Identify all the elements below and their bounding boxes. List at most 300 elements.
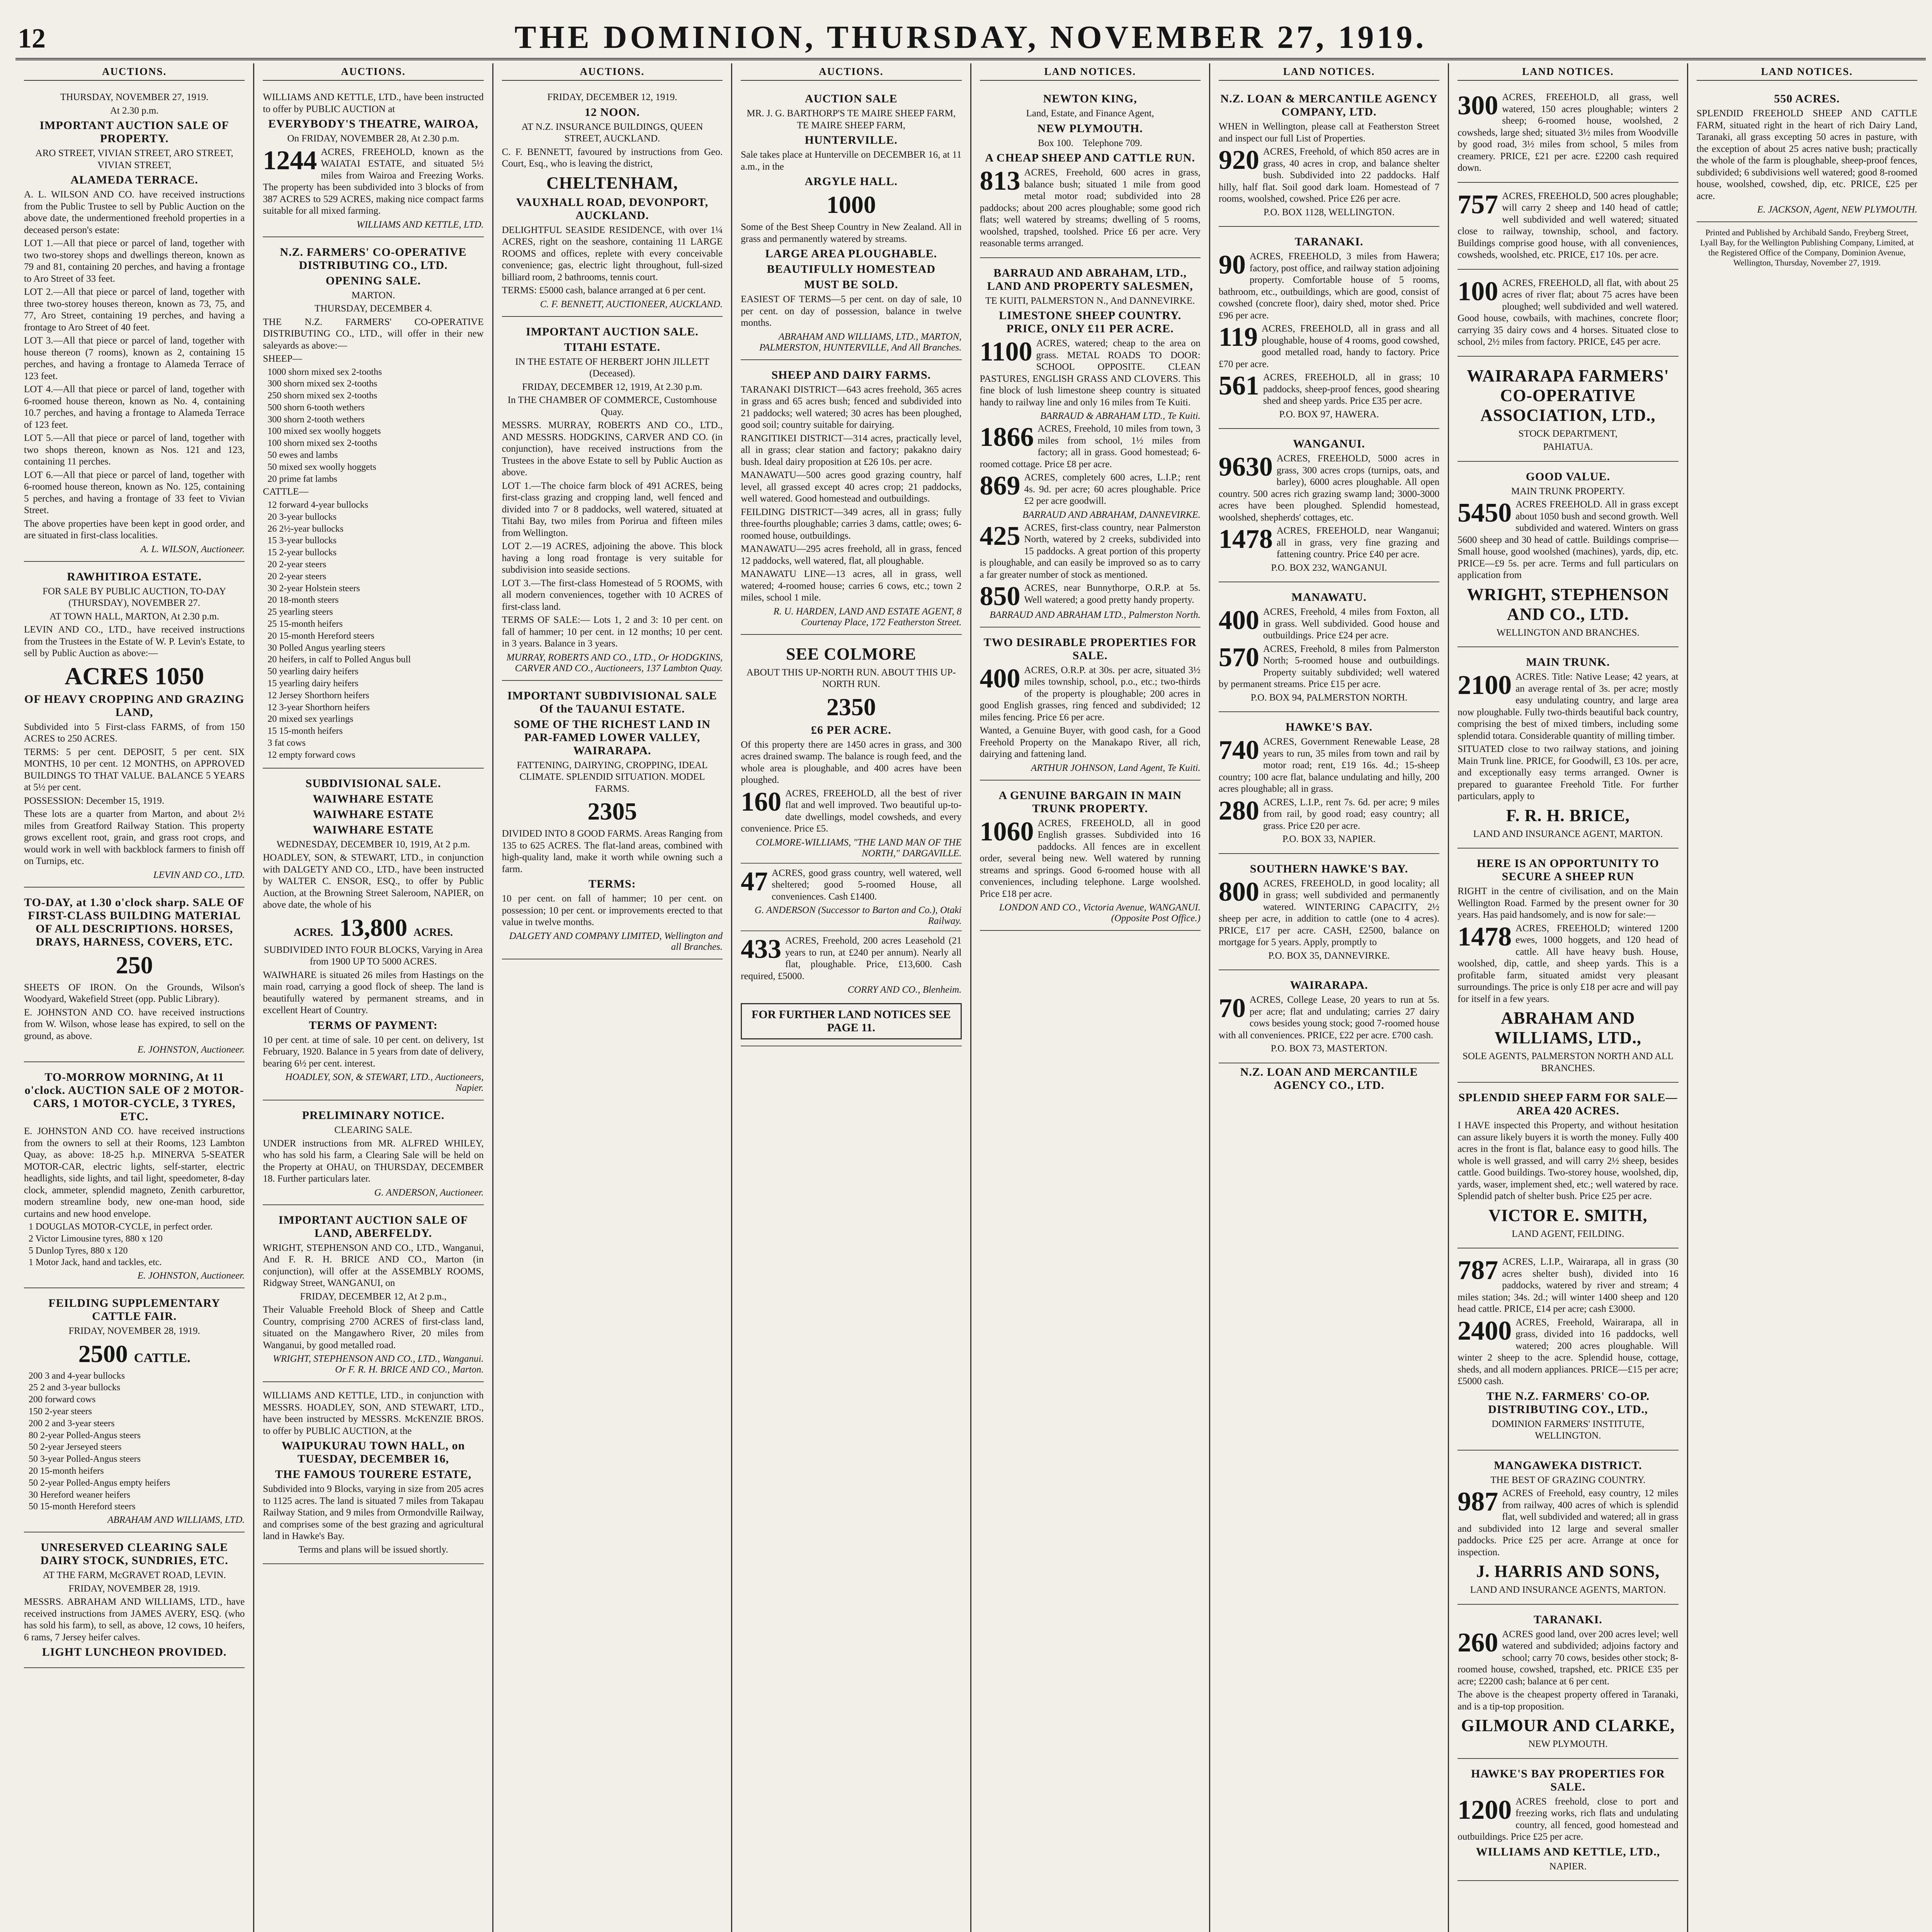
box-number: P.O. BOX 33, [1282, 834, 1336, 844]
ad-newton-king [980, 86, 1201, 258]
ad-time: 12 NOON. [584, 105, 640, 119]
region-heading: MANAWATU. [1291, 591, 1367, 604]
company-place: PAHIATUA. [1543, 442, 1593, 452]
ad-body: I HAVE inspected this Property, and without hesitation can assure likely buyers it is worth the money. Fully 400 acres in the front is flat, balance easy to good hills. The whole is well grassed, and will carry 2½ sheep, besides cattle. Good buildings. Two-storey house, woolshed, dip, yards, waser, implement shed, etc.; well watered by race. Splendid patch of shelter bush. Price £25 per acre. [1458, 1120, 1679, 1201]
ad-signature: LEVIN AND CO., LTD. [153, 869, 245, 880]
ad-cheltenham [502, 86, 723, 317]
ad-text: ACRES, FREEHOLD; wintered 1200 ewes, 1000 hoggets, and 120 head of cattle. All have heavy bush. House, woolshed, dip, cattle, and sheep yards. This is a profitable farm, situated amidst very pleasant surroundings. The price is only £18 per acre and will pay for itself in a few years. [1458, 923, 1679, 1004]
ad-body: C. F. BENNETT, favoured by instructions from Geo. Court, Esq., who is leaving the district, [502, 146, 723, 169]
ad-main-trunk [1458, 650, 1678, 849]
column-4 [732, 63, 971, 1932]
list-item: 200 3 and 4-year bullocks [29, 1371, 125, 1381]
ad-date: THURSDAY, NOVEMBER 27, 1919. [60, 92, 209, 102]
acres-value: 47 [741, 866, 768, 896]
ad-body: E. JOHNSTON AND CO. have received instructions from the owners to sell at their Rooms, 123 Lambton Quay, as above: 18-25 h.p. MINERVA 5-SEATER MOTOR-CAR, electric lights, self-starter, electric headlights, side lights, and tail light, speedometer, 8-day clock, ammeter, splendid magneto, Zenith carburettor, modern streamline body, new one-man hood, side curtains and new hood envelope. [24, 1126, 245, 1219]
ad-text: Wanted, a Genuine Buyer, with good cash, for a Good Freehold Property on the Manakapo River, all rich, dairying and fattening land. [980, 725, 1201, 759]
ad-hawkes-bay-properties [1458, 1761, 1678, 1881]
ad-aberfeldy-land [263, 1208, 483, 1383]
ad-signature: ABRAHAM AND WILLIAMS, LTD., MARTON, PALMERSTON, HUNTERVILLE, And All Branches. [759, 331, 962, 353]
newspaper-title: THE DOMINION, THURSDAY, NOVEMBER 27, 1919. [514, 19, 1427, 55]
farm-listing: MANAWATU LINE—13 acres, all in grass, well watered; 4-roomed house; carries 6 cows, etc.; town 2 miles, school 1 mile. [741, 569, 962, 603]
list-item: 15 15-month heifers [267, 726, 343, 736]
ad-main-trunk-bargain [980, 783, 1201, 931]
list-item: 50 15-month Hereford steers [29, 1502, 136, 1512]
region-heading: WAIRARAPA. [1290, 979, 1368, 992]
po-box [1219, 692, 1439, 704]
ad-place: AT N.Z. INSURANCE BUILDINGS, QUEEN STREET, AUCKLAND. [521, 121, 703, 144]
ad-subhead: TITAHI ESTATE. [564, 340, 660, 354]
ad-text: ACRES, FREEHOLD, all grass, well watered, 150 acres ploughable; winters 2 sheep; 6-roomed house, woolshed, 2 cowsheds, large shed; situated 3½ miles from Woodville by good road, 3½ miles from school, 5 miles from creamery. PRICE, £21 per acre. £2200 cash required down. [1458, 92, 1679, 173]
ad-te-maire-sheep-farm [741, 86, 961, 360]
acres-value: 90 [1218, 250, 1246, 280]
box-place: MASTERTON. [1327, 1043, 1388, 1054]
box-number: P.O. BOX 1128, [1263, 207, 1327, 218]
ad-date: On FRIDAY, NOVEMBER 28, At 2.30 p.m. [287, 133, 459, 144]
ad-signature-sub: LAND AND INSURANCE AGENT, MARTON. [1473, 828, 1663, 839]
column-6 [1210, 63, 1449, 1932]
ad-headline: UNRESERVED CLEARING SALE DAIRY STOCK, SUNDRIES, ETC. [40, 1541, 228, 1567]
ad-signature: E. JOHNSTON, Auctioneer. [137, 1044, 245, 1055]
acres-value: 2100 [1458, 670, 1512, 700]
ad-headline: SUBDIVISIONAL SALE. [305, 777, 441, 790]
ad-headline: IMPORTANT AUCTION SALE OF LAND, ABERFELDY. [278, 1213, 468, 1240]
list-item: 20 mixed sex yearlings [267, 714, 354, 724]
further-notices-box: FOR FURTHER LAND NOTICES SEE PAGE 11. [741, 1003, 961, 1039]
column-heading: LAND NOTICES. [1219, 66, 1439, 81]
ad-text: ACRES, FREEHOLD, all flat, with about 25 acres of river flat; about 75 acres have been ploughed; well subdivided and well watered. Good house, cowbails, with machines, concrete floor; carrying 35 dairy cows and 4 horses. Situated close to school, 2½ miles from factory. PRICE, £45 per acre. [1458, 277, 1679, 347]
column-5 [971, 63, 1210, 1932]
list-item: 150 2-year steers [29, 1406, 92, 1417]
price: £6 PER ACRE. [811, 723, 891, 736]
list-item: 15 yearling dairy heifers [267, 678, 359, 689]
ad-signature: HOADLEY, SON, & STEWART, LTD., Auctioneers, Napier. [285, 1072, 484, 1093]
ad-headline: HERE IS AN OPPORTUNITY TO SECURE A SHEEP RUN [1477, 857, 1659, 883]
ad-building-material [24, 890, 245, 1063]
ad-signature: GILMOUR AND CLARKE, [1461, 1716, 1675, 1735]
ad-tourere-estate [263, 1384, 483, 1564]
list-item: 20 15-month heifers [29, 1466, 104, 1476]
ad-mangaweka [1458, 1453, 1678, 1605]
acres-value: 800 [1218, 877, 1259, 907]
ad-signature: G. ANDERSON (Successor to Barton and Co.), Otaki Railway. [754, 905, 962, 926]
ad-signature-sub: SOLE AGENTS, PALMERSTON NORTH AND ALL BRANCHES. [1463, 1051, 1673, 1073]
acres-value: 1478 [1458, 922, 1512, 952]
agent-place: TE KUITI, PALMERSTON N., And DANNEVIRKE. [985, 295, 1195, 306]
ad-subhead: MAIN TRUNK PROPERTY. [1511, 486, 1625, 497]
ad-subhead: BEAUTIFULLY HOMESTEAD [767, 263, 935, 276]
ad-waiwhare-estate [263, 771, 483, 1101]
po-box [1219, 207, 1439, 219]
list-item: 15 2-year bullocks [267, 548, 337, 558]
column-7 [1449, 63, 1688, 1932]
ad-text: ACRES, FREEHOLD, 5000 acres in grass, 300 acres crops (turnips, oats, and barley), 6000 acres ploughable. All open country. 500 acres rich grazing swamp land; 3000-3000 acres have been ploughed. Splendid homestead, woolshed, shepherds' cottages, etc. [1218, 453, 1440, 523]
ad-acres [263, 913, 483, 942]
list-item: 20 15-month Hereford steers [267, 631, 374, 641]
ad-headline: N.Z. FARMERS' CO-OPERATIVE DISTRIBUTING CO., LTD. [280, 245, 467, 272]
ad-signature: A. L. WILSON, Auctioneer. [140, 544, 245, 554]
acres-value: 850 [980, 582, 1020, 611]
acres-value: 5450 [1458, 498, 1512, 528]
ad-signature-sub: NAPIER. [1549, 1861, 1587, 1872]
ad-signature: COLMORE-WILLIAMS, "THE LAND MAN OF THE NORTH," DARGAVILLE. [755, 837, 962, 859]
ad-text: SITUATED close to two railway stations, and joining Main Trunk line. PRICE, for Goodwill, £3 10s. per acre, and exceptionally easy terms arranged. Owner is prepared to guarantee Freehold Title. For further particulars, apply to [1458, 744, 1679, 801]
ad-titahi-estate [502, 319, 723, 681]
list-item: 20 2-year steers [267, 559, 327, 570]
ad-body: SHEETS OF IRON. On the Grounds, Wilson's Woodyard, Wakefield Street (opp. Public Library). [24, 982, 245, 1004]
ad-text: ACRES, Freehold, 8 miles from Palmerston North; 5-roomed house and outbuildings. Property suitably subdivided; well watered by permanent streams. Price £15 per acre. [1218, 643, 1440, 689]
ad-subhead: SUBDIVIDED INTO FOUR BLOCKS, Varying in Area from 1900 UP TO 5000 ACRES. [264, 944, 483, 967]
po-box [1219, 833, 1439, 845]
ad-place: AT TOWN HALL, MARTON, At 2.30 p.m. [49, 611, 219, 622]
lot-item: LOT 2.—19 ACRES, adjoining the above. This block having a long road frontage is very suitable for subdivision into seaside sections. [502, 541, 723, 575]
ad-subhead: FOR SALE BY PUBLIC AUCTION, TO-DAY (THURSDAY), NOVEMBER 27. [43, 586, 226, 608]
ad-signature: ARTHUR JOHNSON, Land Agent, Te Kuiti. [1031, 762, 1201, 773]
acres-value: 13,800 [339, 913, 408, 941]
telephone: Telephone 709. [1083, 138, 1143, 148]
ad-date: FRIDAY, DECEMBER 12, At 2 p.m., [300, 1291, 447, 1302]
list-item: 26 2½-year bullocks [267, 524, 344, 534]
terms-label: TERMS OF PAYMENT: [309, 1019, 438, 1032]
po-box [1219, 409, 1439, 421]
ad-subhead: FATTENING, DAIRYING, CROPPING, IDEAL CLIMATE. SPLENDID SITUATION. MODEL FARMS. [517, 760, 708, 794]
ad-signature: WRIGHT, STEPHENSON AND CO., LTD., Wanganui. Or F. R. H. BRICE AND CO., Marton. [273, 1354, 484, 1375]
list-item: 5 Dunlop Tyres, 880 x 120 [29, 1245, 128, 1256]
ad-wairarapa [1219, 973, 1439, 1063]
ad-body: WILLIAMS AND KETTLE, LTD., have been instructed to offer by PUBLIC AUCTION at [263, 92, 484, 114]
ad-headline: TO-MORROW MORNING, At 11 o'clock. AUCTION SALE OF 2 MOTOR-CARS, 1 MOTOR-CYCLE, 3 TYRES, ETC. [24, 1071, 244, 1123]
ad-signature: G. ANDERSON, Auctioneer. [374, 1187, 484, 1198]
ad-headline: AUCTION SALE [805, 92, 898, 105]
ad-signature: ABRAHAM AND WILLIAMS, LTD., [1494, 1009, 1642, 1047]
ad-body: WHEN in Wellington, please call at Featherston Street and inspect our full List of Properties. [1218, 121, 1440, 144]
ad-text: Some of the Best Sheep Country in New Zealand. All in grass and permanently watered by streams. [741, 222, 962, 244]
ad-streets: ARO STREET, VIVIAN STREET, ARO STREET, VIVIAN STREET, [35, 148, 233, 170]
ad-headline: N.Z. LOAN & MERCANTILE AGENCY COMPANY, LTD. [1220, 92, 1438, 118]
ad-signature: ABRAHAM AND WILLIAMS, LTD. [107, 1515, 245, 1526]
ad-see-colmore [741, 637, 961, 1047]
ad-headline: MAIN TRUNK. [1526, 656, 1610, 668]
ad-headline: GOOD VALUE. [1526, 470, 1611, 483]
ad-text: Their Valuable Freehold Block of Sheep and Cattle Country, comprising 2700 ACRES of first-class land, situated on the Mangawhero River, 20 miles from Wanganui, by good metalled road. [263, 1304, 484, 1350]
acres-value: 2305 [587, 798, 637, 825]
ad-splendid-sheep-farm [1458, 1085, 1678, 1248]
column-2 [254, 63, 493, 1932]
ad-body: A. L. WILSON AND CO. have received instructions from the Public Trustee to sell by Public Auction on the above date, the undermentioned freehold properties in a deceased person's estate: [24, 189, 245, 235]
ad-farmers-coop-wairarapa [1458, 1251, 1678, 1451]
estate-name: THE FAMOUS TOURERE ESTATE, [275, 1468, 472, 1481]
ad-place: HUNTERVILLE. [804, 134, 898, 146]
acres-value: 400 [980, 663, 1020, 694]
ad-text: DIVIDED INTO 8 GOOD FARMS. Areas Ranging from 135 to 625 ACRES. The flat-land areas, combined with high-quality land, make it worth while owning such a farm. [502, 828, 723, 874]
lot-item: LOT 3.—The first-class Homestead of 5 ROOMS, with all modern conveniences, together with 10 ACRES of first-class land. [502, 578, 723, 612]
po-box: Box 100. [1038, 138, 1073, 148]
agent-name: NEWTON KING, [1043, 92, 1137, 105]
ad-waiatai-estate [263, 86, 483, 237]
ad-headline: RAWHITIROA ESTATE. [67, 570, 202, 583]
acres-value: 100 [1458, 276, 1498, 306]
ad-possession: POSSESSION: December 15, 1919. [24, 795, 165, 806]
ad-signature-sub: LAND AGENT, FEILDING. [1512, 1228, 1624, 1239]
lot-item: LOT 2.—All that piece or parcel of land, together with three two-storey houses thereon, known as 73, 75, and 77, Aro Street, containing 19 perches, and having a frontage to Aro Street of 40 feet. [24, 287, 245, 333]
ad-number: 250 [116, 951, 153, 979]
list-item: 100 shorn mixed sex 2-tooths [267, 438, 378, 449]
acres-value: 869 [980, 471, 1020, 501]
ad-date: FRIDAY, NOVEMBER 28, 1919. [68, 1326, 200, 1337]
ad-place: WAIPUKURAU TOWN HALL, on TUESDAY, DECEMBER 16, [281, 1439, 465, 1465]
list-item: 200 2 and 3-year steers [29, 1418, 115, 1429]
ad-text: ACRES, FREEHOLD, near Wanganui; all in grass, very fine grazing and fattening country. Price £40 per acre. [1276, 526, 1440, 560]
acres-value: 1478 [1218, 524, 1273, 554]
acres-value: 1200 [1458, 1795, 1512, 1825]
ad-text: ACRES, FREEHOLD, 3 miles from Hawera; factory, post office, and railway station adjoining property. Comfortable house of 5 rooms, bathroom, etc., outbuildings, which are good, consist of cowshed (concrete floor), dairy shed, motor shed. Price £96 per acre. [1218, 251, 1440, 321]
ad-signature: J. HARRIS AND SONS, [1476, 1562, 1660, 1581]
ad-clearing-sale [24, 1535, 245, 1668]
list-item: 500 shorn 6-tooth wethers [267, 402, 365, 413]
property-name: CHELTENHAM, [546, 173, 678, 192]
box-number: P.O. BOX 35, [1268, 950, 1322, 961]
ad-subhead: THE BEST OF GRAZING COUNTRY. [1490, 1475, 1646, 1485]
acres-value: 9630 [1218, 452, 1273, 482]
ad-signature: BARRAUD AND ABRAHAM LTD., Palmerston North. [990, 609, 1201, 620]
list-item: 200 forward cows [29, 1395, 96, 1405]
ad-subhead: MR. J. G. BARTHORP'S TE MAIRE SHEEP FARM, TE MAIRE SHEEP FARM, [747, 108, 956, 131]
column-heading: AUCTIONS. [263, 66, 483, 81]
ad-body: RIGHT in the centre of civilisation, and on the Main Wellington Road. Farmed by the present owner for 30 years. Has paid handsomely, and is now for sale:— [1458, 886, 1679, 920]
ad-text: ACRES good land, over 200 acres level; well watered and subdivided; adjoins factory and school; carry 70 cows, besides other stock; 8-roomed house, cowshed, trapshed, etc. PRICE £35 per acre; £2200 cash; balance at 6 per cent. [1458, 1629, 1679, 1687]
ad-terms: TERMS OF SALE:— Lots 1, 2 and 3: 10 per cent. on fall of hammer; 10 per cent. in 12 months; 10 per cent. in 3 years. Balance in 3 years. [502, 615, 723, 649]
ad-text: ACRES, FREEHOLD, all the best of river flat and well improved. Two beautiful up-to-date dwellings, model cowsheds, and every convenience. Price £5. [741, 788, 962, 834]
list-item: 12 empty forward cows [267, 750, 355, 760]
ad-rawhitiroa-estate [24, 564, 245, 888]
ad-headline: HAWKE'S BAY PROPERTIES FOR SALE. [1471, 1767, 1665, 1793]
ad-terms: EASIEST OF TERMS—5 per cent. on day of sale, 10 per cent. on day of possession, balance in twelve months. [741, 294, 962, 328]
list-item: 50 2-year Polled-Angus empty heifers [29, 1478, 170, 1488]
box-number: P.O. BOX 232, [1271, 562, 1330, 573]
list-item: 50 mixed sex woolly hoggets [267, 462, 376, 472]
box-place: HAWERA. [1335, 409, 1379, 420]
ad-text: ACRES, L.I.P., rent 7s. 6d. per acre; 9 miles from rail, by good road; easy country; all grass. Price £20 per acre. [1263, 797, 1440, 831]
acres-value: 433 [741, 934, 782, 964]
po-box [1219, 950, 1439, 962]
acres-value: 920 [1218, 145, 1259, 175]
ad-place: In THE CHAMBER OF COMMERCE, Customhouse Quay. [507, 395, 717, 417]
ad-signature: E. JACKSON, Agent, NEW PLYMOUTH. [1757, 204, 1917, 215]
estate-name: WAIWHARE ESTATE [313, 808, 434, 821]
ad-signature: C. F. BENNETT, AUCTIONEER, AUCKLAND. [540, 299, 723, 310]
page-number: 12 [18, 23, 46, 54]
property-road: VAUXHALL ROAD, DEVONPORT, AUCKLAND. [516, 196, 709, 222]
list-item: 1 Motor Jack, hand and tackles, etc. [29, 1257, 162, 1268]
list-item: 15 3-year bullocks [267, 536, 337, 546]
ad-300-acres [1458, 86, 1678, 183]
ad-footnote: Terms and plans will be issued shortly. [298, 1544, 448, 1555]
ad-text: ACRES of Freehold, easy country, 12 miles from railway, 400 acres of which is splendid flat, well subdivided and watered; all in grass and subdivided into 12 large and several smaller paddocks. Price £25 per acre. Arrange at once for inspection. [1458, 1488, 1679, 1558]
list-item: 100 mixed sex woolly hoggets [267, 426, 381, 437]
acres-label: ACRES. [413, 926, 453, 939]
acres-value: 813 [980, 166, 1020, 196]
ad-headline: MANGAWEKA DISTRICT. [1494, 1459, 1642, 1472]
ad-text: ACRES, L.I.P., Wairarapa, all in grass (30 acres shelter bush), divided into 16 paddocks, watered by river and stream; 4 miles station; 34s. 2d.; will winter 1400 sheep and 120 head cattle. PRICE, £14 per acre; cash £3000. [1458, 1257, 1679, 1314]
ad-date: FRIDAY, DECEMBER 12, 1919, At 2.30 p.m. [522, 381, 702, 392]
ad-headline: A GENUINE BARGAIN IN MAIN TRUNK PROPERTY. [998, 789, 1182, 815]
farm-listing: FEILDING DISTRICT—349 acres, all in grass; fully three-fourths ploughable; carries 3 dams, cattle; owes; 6-roomed house, outbuildings. [741, 507, 962, 541]
list-item: 12 3-year Shorthorn heifers [267, 702, 370, 713]
list-item: 250 shorn mixed sex 2-tooths [267, 391, 378, 401]
agent-name: BARRAUD AND ABRAHAM, LTD., LAND AND PROPERTY SALESMEN, [987, 266, 1193, 293]
ad-text: ACRES, good grass country, well watered, well sheltered; good 5-roomed House, all conveniences. Cash £1400. [772, 867, 962, 902]
ad-headline: SHEEP AND DAIRY FARMS. [771, 368, 931, 381]
column-heading: LAND NOTICES. [1697, 66, 1917, 81]
column-heading: AUCTIONS. [502, 66, 723, 81]
ad-signature-sub: LAND AND INSURANCE AGENTS, MARTON. [1470, 1585, 1666, 1595]
ad-text: ACRES, completely 600 acres, L.I.P.; rent 4s. 9d. per acre; 60 acres ploughable. Price £2 per acre goodwill. [1024, 472, 1201, 506]
acres-value: 757 [1458, 189, 1498, 219]
list-item: 30 2-year Holstein steers [267, 583, 360, 594]
column-heading: LAND NOTICES. [1458, 66, 1678, 81]
ad-date: FRIDAY, NOVEMBER 28, 1919. [68, 1583, 200, 1594]
ad-text: ACRES, watered; cheap to the area on grass. METAL ROADS TO DOOR: SCHOOL OPPOSITE. CLEAN PASTURES, ENGLISH GRASS AND CLOVERS. This fine block of lush limestone sheep country is situated handy to railway line and only 16 miles from Te Kuiti. [980, 338, 1201, 408]
list-item: 20 prime fat lambs [267, 474, 337, 484]
ad-text: Subdivided into 9 Blocks, varying in size from 205 acres to 1125 acres. The land is situated 7 miles from Takapau Railway Station, and 9 miles from Ormondville Railway, and comprises some of the best grazing and agricultural land in Hawke's Bay. [263, 1484, 484, 1541]
ad-text: ACRES, FREEHOLD, 500 acres ploughable; will carry 2 sheep and 140 head of cattle; well subdivided and well watered; situated close to railway, township, school, and factory. Buildings comprise good house, with all conveniences, cowsheds, woolshed, etc. PRICE, £17 10s. per acre. [1458, 190, 1679, 260]
list-item: 20 3-year bullocks [267, 512, 337, 522]
ad-signature: F. R. H. BRICE, [1506, 806, 1630, 825]
region-heading: SOUTHERN HAWKE'S BAY. [1250, 862, 1408, 875]
ad-southern-hawkes-bay [1219, 856, 1439, 971]
list-item: 30 Hereford weaner heifers [29, 1490, 131, 1500]
acres-value: 280 [1218, 796, 1259, 826]
ad-wanganui [1219, 431, 1439, 582]
ad-subhead: ABOUT THIS UP-NORTH RUN. ABOUT THIS UP-NORTH RUN. [746, 667, 956, 689]
ad-text: ACRES, near Bunnythorpe, O.R.P. at 5s. Well watered; a good pretty handy property. [1024, 583, 1201, 605]
ad-body: WRIGHT, STEPHENSON AND CO., LTD., Wanganui, And F. R. H. BRICE AND CO., Marton (in conjunction), will offer at the ASSEMBLY ROOMS, Ridgway Street, WANGANUI, on [263, 1242, 484, 1288]
acres-value: 1050 [155, 662, 204, 690]
ad-body: These lots are a quarter from Marton, and about 2½ miles from Greatford Railway Station. This property grows excellent root, grain, and grass root crops, and would work in well with backblock farmers to finish off on Turnips, etc. [24, 809, 245, 866]
box-place: NAPIER. [1338, 834, 1376, 844]
list-item: 12 forward 4-year bullocks [267, 500, 368, 510]
ad-signature: VICTOR E. SMITH, [1488, 1206, 1648, 1225]
acres-value: 2400 [1458, 1316, 1512, 1346]
acres-value: 2350 [826, 693, 876, 721]
company-footer: N.Z. LOAN AND MERCANTILE AGENCY CO., LTD. [1240, 1065, 1418, 1092]
lot-item: LOT 1.—All that piece or parcel of land, together with two two-storey shops and dwellings thereon, known as 79 and 81, containing 20 perches, and having a frontage to Aro Street of 33 feet. [24, 238, 245, 284]
list-item: 25 yearling steers [267, 607, 333, 617]
box-place: DANNEVIRKE. [1324, 950, 1390, 961]
box-number: P.O. BOX 73, [1270, 1043, 1324, 1054]
ad-place: ALAMEDA TERRACE. [70, 173, 198, 186]
box-number: P.O. BOX 94, [1250, 692, 1304, 703]
acres-value: 160 [741, 787, 782, 817]
ad-headline: 550 ACRES. [1774, 92, 1840, 105]
ad-body: E. JOHNSTON AND CO. have received instructions from W. Wilson, whose lease has expired, to sell on the ground, as above. [24, 1007, 245, 1041]
ad-text: ACRES FREEHOLD. All in grass except about 1050 bush and second growth. Well subdivided and watered. Winters on grass 5600 sheep and 30 head of cattle. Buildings comprise—Small house, good woolshed (machines), yards, dip, etc. PRICE—£9 5s. per acre. Terms and full particulars on application from [1458, 499, 1679, 580]
ad-text: ACRES, O.R.P. at 30s. per acre, situated 3½ miles township, school, p.o., etc.; two-thirds of the property is ploughable; 200 acres in good English grasses, ring fenced and subdivided; 12 miles fencing. Price £6 per acre. [980, 665, 1201, 723]
ad-757-acres [1458, 185, 1678, 270]
po-box [1219, 562, 1439, 574]
ad-headline: IMPORTANT AUCTION SALE OF PROPERTY. [39, 119, 229, 145]
ad-headline: FEILDING SUPPLEMENTARY CATTLE FAIR. [48, 1297, 220, 1323]
ad-headline: IMPORTANT AUCTION SALE. [526, 325, 699, 338]
farm-listing: RANGITIKEI DISTRICT—314 acres, practically level, all in grass; clear station and factory; pakakno dairy bush. Ideal dairy proposition at £26 10s. per acre. [741, 433, 962, 467]
ad-date: FRIDAY, DECEMBER 12, 1919. [547, 92, 677, 102]
ad-body: MESSRS. MURRAY, ROBERTS AND CO., LTD., AND MESSRS. HODGKINS, CARVER AND CO. (in conjunction), have received instructions from the Trustees in the above Estate to sell by Public Auction as above. [502, 420, 723, 478]
column-heading: LAND NOTICES. [980, 66, 1201, 81]
acres-value: 561 [1218, 371, 1259, 401]
box-number: P.O. BOX 97, [1279, 409, 1333, 420]
agent-contact [980, 138, 1201, 150]
ad-signature-sub: WELLINGTON AND BRANCHES. [1497, 627, 1639, 638]
ad-body: WILLIAMS AND KETTLE, LTD., in conjunction with MESSRS. HOADLEY, SON, AND STEWART, LTD., have been instructed by MESSRS. McKENZIE BROS. to offer by PUBLIC AUCTION, at the [263, 1390, 484, 1436]
box-place: WELLINGTON. [1328, 207, 1395, 218]
column-heading: AUCTIONS. [741, 66, 961, 81]
ad-nz-loan-mercantile [1219, 86, 1439, 227]
lot-item: LOT 4.—All that piece or parcel of land, together with 6-roomed house thereon, known as No. 4, containing 10.7 perches, and having a frontage to Alameda Terrace of 123 feet. [24, 384, 245, 430]
ad-signature: LONDON AND CO., Victoria Avenue, WANGANUI. (Opposite Post Office.) [999, 902, 1201, 923]
ad-tauanui-estate [502, 683, 723, 959]
acres-label: ACRES. [294, 926, 333, 939]
ad-headline: TO-DAY, at 1.30 o'clock sharp. SALE OF FIRST-CLASS BUILDING MATERIAL OF ALL DESCRIPTIONS. HORSES, DRAYS, HARNESS, COVERS, ETC. [24, 896, 245, 948]
ad-signature: BARRAUD & ABRAHAM LTD., Te Kuiti. [1040, 411, 1201, 421]
publisher-imprint: Printed and Published by Archibald Sando, Freyberg Street, Lyall Bay, for the Wellington Publishing Company, Limited, at the Registered Office of the Company, Dominion Avenue, Wellington, Thursday, November 27, 1919. [1700, 228, 1914, 267]
agent-role: Land, Estate, and Finance Agent, [1026, 108, 1154, 119]
ad-signature: WILLIAMS AND KETTLE, LTD., [1476, 1845, 1660, 1858]
ad-two-properties [980, 630, 1201, 781]
ad-subhead: OPENING SALE. [325, 274, 421, 287]
divider [741, 930, 961, 931]
ad-terms: TERMS: 5 per cent. DEPOSIT, 5 per cent. SIX MONTHS, 10 per cent. 12 MONTHS, on APPROVED BUILDINGS TO THAT VALUE. BALANCE 5 YEARS at 5½ per cent. [24, 747, 245, 793]
ad-text: ACRES, FREEHOLD, in good locality; all in grass; well subdivided and permanently watered. WINTERING CAPACITY, 2½ sheep per acre, in addition to cattle (one to 4 acres). PRICE, £17 per acre. CASH, £2500, balance on mortgage for 5 years. Apply, promptly to [1218, 878, 1440, 947]
ad-signature: DALGETY AND COMPANY LIMITED, Wellington and all Branches. [509, 930, 723, 952]
acres-value: 119 [1218, 322, 1258, 352]
ad-100-acres [1458, 272, 1678, 357]
list-item: 50 3-year Polled-Angus steers [29, 1454, 141, 1464]
ad-headline: A CHEAP SHEEP AND CATTLE RUN. [985, 151, 1195, 164]
masthead [15, 15, 1926, 60]
ad-taranaki-260 [1458, 1607, 1678, 1759]
farm-listing: TARANAKI DISTRICT—643 acres freehold, 365 acres in grass and 65 acres bush; fenced and subdivided into 21 paddocks; well watered; 30 acres has been ploughed, good soil; country suitable for dairying. [741, 384, 962, 430]
terms-label: TERMS: [588, 878, 636, 890]
ad-headline: SPLENDID SHEEP FARM FOR SALE—AREA 420 ACRES. [1458, 1091, 1678, 1117]
estate-name: WAIWHARE ESTATE [313, 792, 434, 805]
ad-kind: OF HEAVY CROPPING AND GRAZING LAND, [24, 692, 245, 719]
ad-text: Of this property there are 1450 acres in grass, and 300 acres drained swamp. The balance is rough feed, and the whole area is ploughable, and 400 acres have been ploughed. [741, 739, 962, 785]
ad-place: MARTON. [351, 290, 395, 301]
column-heading: AUCTIONS. [24, 66, 245, 81]
ad-body: LEVIN AND CO., LTD., have received instructions from the Trustees in the Estate of W. P. Levin's Estate, to sell by Public Auction as above:— [24, 624, 245, 658]
ad-signature: R. U. HARDEN, LAND AND ESTATE AGENT, 8 Courtenay Place, 172 Featherston Street. [773, 606, 962, 628]
ad-signature: CORRY AND CO., Blenheim. [847, 985, 962, 995]
ad-barraud-abraham [980, 260, 1201, 628]
ad-taranaki-hawera [1219, 229, 1439, 429]
list-item: 3 fat cows [267, 738, 306, 748]
ad-date: THURSDAY, DECEMBER 4. [314, 303, 432, 314]
ad-terms: 10 per cent. at time of sale. 10 per cent. on delivery, 1st February, 1920. Balance in 5 years from date of delivery, bearing 6½ per cent. interest. [263, 1034, 484, 1069]
po-box [1219, 1043, 1439, 1055]
ad-place: EVERYBODY'S THEATRE, WAIROA, [268, 117, 478, 130]
list-item: 20 2-year steers [267, 571, 327, 582]
ad-farmers-opening-sale [263, 240, 483, 769]
ad-signature: THE N.Z. FARMERS' CO-OP. DISTRIBUTING COY., LTD., [1486, 1389, 1650, 1416]
acres-value: 400 [1218, 605, 1259, 635]
ad-aro-street-property [24, 86, 245, 562]
ad-text: ACRES, Freehold, of which 850 acres are in grass, 40 acres in crop, and balance shelter bush. Subdivided into 22 paddocks. Half hilly, half flat. Soil good dark loam. Homestead of 7 rooms, woolshed, cowshed. Price £26 per acre. [1218, 146, 1440, 204]
ad-text: ACRES, Freehold, 200 acres Leasehold (21 years to run, at £240 per annum). Nearly all flat, ploughable. Price, £13,600. Cash required, £5000. [741, 935, 962, 981]
ad-text: The above is the cheapest property offered in Taranaki, and is a tip-top proposition. [1458, 1689, 1679, 1712]
ad-text: ACRES, FREEHOLD, all in grass; 10 paddocks, sheep-proof fences, good shearing shed and sheep yards. Price £35 per acre. [1263, 372, 1440, 406]
hall-name: ARGYLE HALL. [804, 175, 898, 188]
ad-text: ACRES, Government Renewable Lease, 28 years to run, 35 miles from town and rail by motor road; rent, £19 16s. 4d.; 15-sheep country; 100 acre flat, balance undulating and hilly, 200 acres ploughable; all in grass. [1218, 736, 1440, 794]
company-name: WAIRARAPA FARMERS' CO-OPERATIVE ASSOCIATION, LTD., [1467, 366, 1669, 425]
